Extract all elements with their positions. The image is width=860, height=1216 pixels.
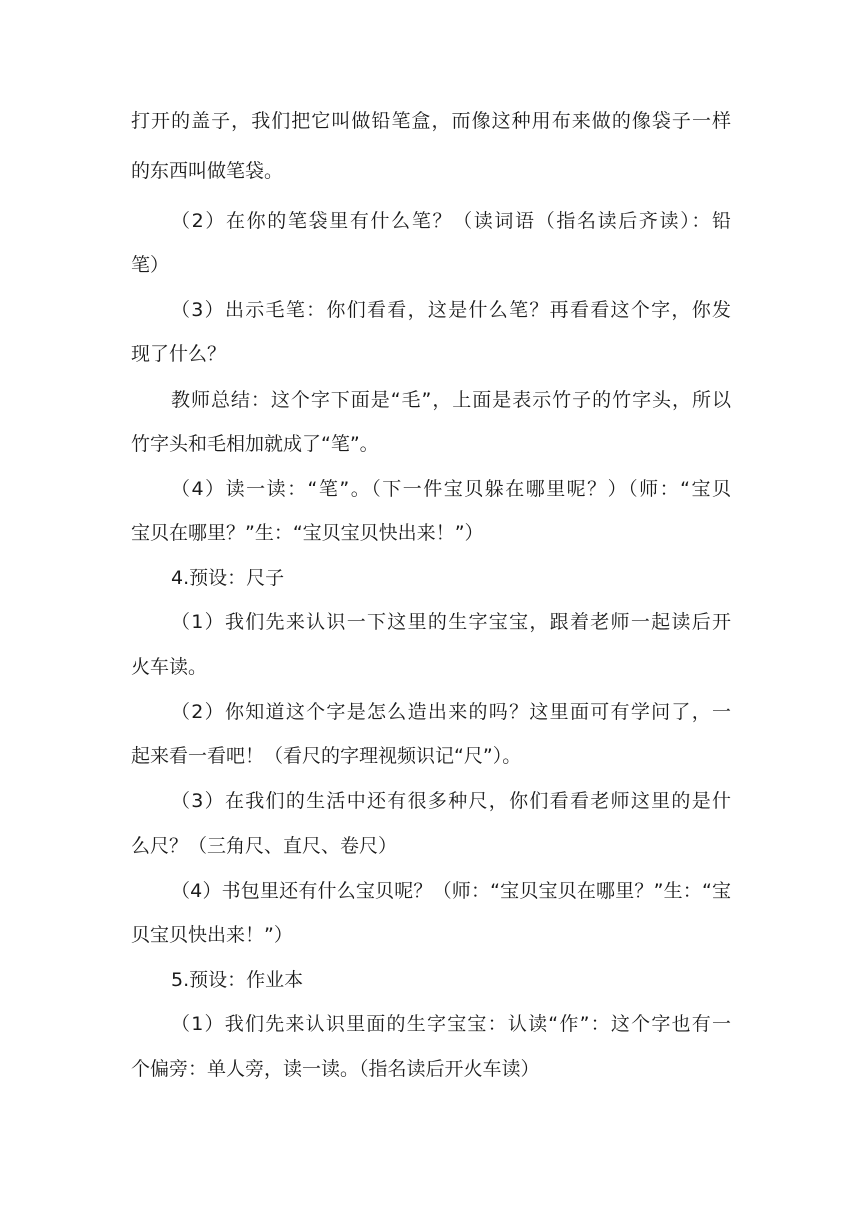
text-line: （1）我们先来认识一下这里的生字宝宝，跟着老师一起读后开 [171,611,731,633]
text-line: （4）书包里还有什么宝贝呢？（师：“宝贝宝贝在哪里？”生：“宝 [171,880,731,902]
text-line: 贝宝贝快出来！”） [131,924,293,946]
text-line: 现了什么？ [131,343,227,365]
text-line: 火车读。 [131,656,208,678]
text-line: （4）读一读：“笔”。（下一件宝贝躲在哪里呢？）（师：“宝贝 [171,478,731,500]
text-line: （2）你知道这个字是怎么造出来的吗？这里面可有学问了，一 [171,701,731,723]
text-line: 么尺？（三角尺、直尺、卷尺） [131,835,398,857]
text-line: 的东西叫做笔袋。 [131,160,284,182]
text-line: 5.预设：作业本 [171,969,304,991]
text-line: 笔） [131,254,170,276]
text-line: （2）在你的笔袋里有什么笔？（读词语（指名读后齐读）：铅 [171,210,731,232]
text-line: （3）出示毛笔：你们看看，这是什么笔？再看看这个字，你发 [171,299,731,321]
text-line: 竹字头和毛相加就成了“笔”。 [131,433,379,455]
text-line: （3）在我们的生活中还有很多种尺，你们看看老师这里的是什 [171,790,731,812]
text-line: 宝贝在哪里？”生：“宝贝宝贝快出来！”） [131,522,484,544]
text-line: 个偏旁：单人旁，读一读。（指名读后开火车读） [131,1058,540,1080]
text-line: （1）我们先来认识里面的生字宝宝：认读“作”：这个字也有一 [171,1013,731,1035]
text-line: 打开的盖子，我们把它叫做铅笔盒，而像这种用布来做的像袋子一样 [131,110,731,132]
text-line: 起来看一看吧！（看尺的字理视频识记“尺”）。 [131,745,522,767]
text-line: 4.预设：尺子 [171,567,285,589]
text-line: 教师总结：这个字下面是“毛”，上面是表示竹子的竹字头，所以 [171,389,731,411]
